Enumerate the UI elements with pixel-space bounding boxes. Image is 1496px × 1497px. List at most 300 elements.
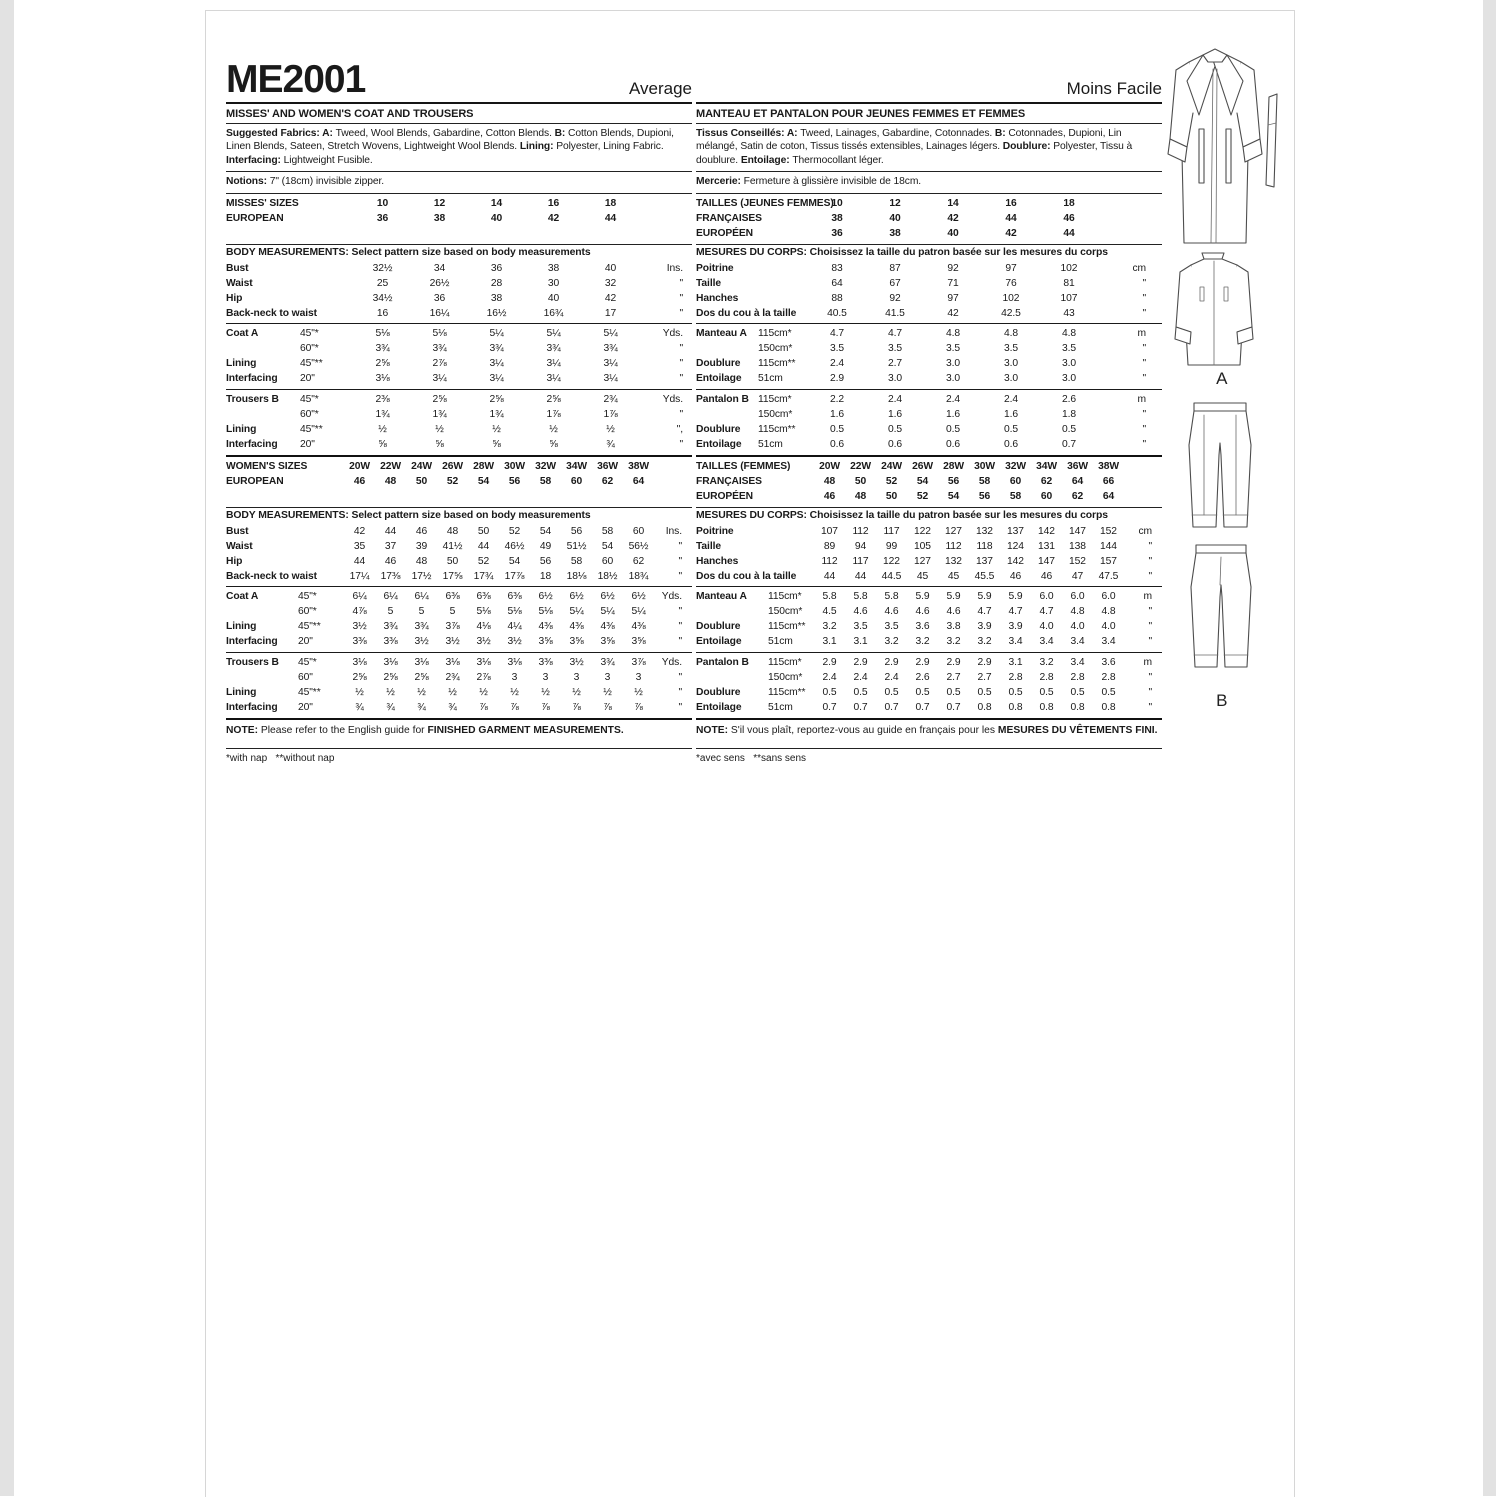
row-label	[226, 604, 298, 619]
unit-label: "	[1142, 307, 1146, 319]
cell-value: 3½	[507, 635, 522, 647]
text-run: Interfacing:	[226, 154, 284, 166]
cell-value: 1.6	[1003, 408, 1018, 420]
unit-label	[1124, 459, 1152, 474]
cell-value: 2.4	[829, 357, 844, 369]
cell-value: 41.5	[885, 307, 905, 319]
cell-value: 127	[945, 525, 962, 537]
table-row	[226, 196, 692, 211]
cell-value: 30	[547, 277, 560, 289]
table-row	[696, 589, 1162, 604]
text-run: Lining:	[519, 141, 557, 153]
cell-value: 26W	[442, 460, 463, 472]
cell-value: 62	[1071, 490, 1084, 502]
cell-value: ¾	[448, 701, 457, 713]
table-row	[696, 619, 1162, 634]
cell-value: 48	[854, 490, 867, 502]
cell-value: 0.5	[884, 686, 899, 698]
cell-value: 3.2	[1039, 656, 1054, 668]
cell-value: 44	[823, 570, 836, 582]
cell-value: 3.9	[1008, 620, 1023, 632]
cell-value: 58	[1009, 490, 1022, 502]
fabric-width	[768, 524, 814, 539]
cell-value: 5.8	[884, 590, 899, 602]
cell-value: 6⅜	[507, 590, 522, 602]
unit-label: "	[678, 620, 682, 632]
cell-value: 40	[947, 227, 959, 239]
fabric-width: 60"*	[300, 342, 319, 354]
cell-value: 4.7	[1039, 605, 1054, 617]
cell-value: 117	[852, 555, 869, 567]
cell-value: 132	[945, 555, 962, 567]
cell-value: 2.8	[1039, 671, 1054, 683]
cell-value: 20W	[349, 460, 370, 472]
table-row	[226, 326, 692, 341]
cell-value: 4.7	[887, 327, 902, 339]
cell-value: 0.5	[915, 686, 930, 698]
cell-value: 46	[353, 475, 366, 487]
title-en: MISSES' AND WOMEN'S COAT AND TROUSERS	[226, 104, 692, 124]
text-run: Cotton Blends, Dupioni, Linen Blends, Sateen, Stretch Wovens, Lightweight Wool Blends.	[226, 128, 674, 153]
cell-value: 36	[433, 292, 446, 304]
cell-value: 60	[570, 475, 583, 487]
cell-value: 142	[1038, 525, 1055, 537]
row-label: Waist	[226, 277, 253, 289]
unit-label: "	[679, 408, 683, 420]
cell-value: ½	[355, 686, 364, 698]
suggested-fabrics-fr	[696, 124, 1162, 172]
cell-value: 2⅝	[375, 357, 390, 369]
cell-value: 22W	[380, 460, 401, 472]
row-label: EUROPEAN	[226, 475, 284, 487]
cell-value: 102	[1060, 262, 1078, 274]
cell-value: 2.2	[829, 393, 844, 405]
fabric-width	[768, 569, 814, 584]
cell-value: 0.7	[1061, 438, 1076, 450]
cell-value: 3¼	[489, 357, 504, 369]
row-label: Taille	[696, 277, 721, 289]
cell-value: 25	[376, 277, 389, 289]
fabric-width: 115cm*	[758, 327, 792, 339]
unit-label: "	[678, 555, 682, 567]
unit-label: Yds.	[662, 327, 683, 339]
cell-value: 42	[353, 525, 366, 537]
cell-value: 26½	[429, 277, 450, 289]
cell-value: 2.4	[1003, 393, 1018, 405]
cell-value: 62	[632, 555, 645, 567]
cell-value: 3.0	[1061, 372, 1076, 384]
cell-value: 12	[889, 197, 901, 209]
row-label	[696, 341, 758, 356]
table-row	[226, 261, 692, 276]
fabric-width: 45"**	[300, 357, 323, 369]
notions-fr	[696, 172, 1162, 193]
row-label: Lining	[226, 620, 257, 632]
cell-value: 3⅜	[538, 656, 553, 668]
cell-value: 34W	[1036, 460, 1057, 472]
english-header	[226, 47, 692, 104]
cell-value: 58	[570, 555, 583, 567]
cell-value: 0.5	[1039, 686, 1054, 698]
cell-value: 46	[384, 555, 397, 567]
unit-label: Ins.	[665, 525, 682, 537]
cell-value: 12	[433, 197, 446, 209]
cell-value: 45.5	[974, 570, 995, 582]
cell-value: ⅝	[378, 438, 387, 450]
row-label: Lining	[226, 423, 257, 435]
cell-value: 18½	[597, 570, 618, 582]
cell-value: 2⅝	[546, 393, 561, 405]
cell-value: ⅝	[492, 438, 501, 450]
table-row	[696, 392, 1162, 407]
cell-value: 3⅝	[600, 635, 615, 647]
cell-value: 3	[511, 671, 518, 683]
fabric-width: 20"	[298, 701, 313, 713]
cell-value: 2.9	[915, 656, 930, 668]
cell-value: 122	[883, 555, 900, 567]
cell-value: 51½	[566, 540, 587, 552]
cell-value: 50	[415, 475, 428, 487]
cell-value: 18⅛	[566, 570, 587, 582]
misses-trousers-yardage-en	[226, 389, 692, 455]
french-column	[696, 47, 1162, 764]
unit-label: "	[679, 307, 683, 319]
cell-value: 48	[446, 525, 459, 537]
cell-value: 3.2	[822, 620, 837, 632]
cell-value: 2.9	[822, 656, 837, 668]
table-row	[226, 554, 692, 569]
cell-value: 4.8	[1070, 605, 1085, 617]
cell-value: 5⅛	[476, 605, 491, 617]
cell-value: 58	[978, 475, 991, 487]
table-row	[696, 356, 1162, 371]
row-label	[696, 670, 768, 685]
misses-sizes-table-fr	[696, 194, 1162, 244]
cell-value: 47	[1071, 570, 1084, 582]
cell-value: 0.5	[1003, 423, 1018, 435]
cell-value: 32	[604, 277, 617, 289]
cell-value: 5⅛	[538, 605, 553, 617]
cell-value: 2.6	[1061, 393, 1076, 405]
unit-label	[1124, 474, 1152, 489]
cell-value: 83	[831, 262, 843, 274]
fabric-width: 51cm	[768, 701, 793, 713]
cell-value: 42	[1005, 227, 1017, 239]
text-run: Mercerie:	[696, 176, 744, 188]
table-row	[696, 539, 1162, 554]
cell-value: ½	[541, 686, 550, 698]
fabric-width	[298, 474, 344, 489]
cell-value: 2⅜	[375, 393, 390, 405]
cell-value: 50	[477, 525, 490, 537]
fabric-width	[300, 276, 354, 291]
cell-value: ½	[634, 686, 643, 698]
cell-value: 0.6	[887, 438, 902, 450]
cell-value: 35	[353, 540, 366, 552]
cell-value: 28	[490, 277, 503, 289]
cell-value: 45	[947, 570, 960, 582]
row-label: Lining	[226, 357, 257, 369]
cell-value: 56	[539, 555, 552, 567]
cell-value: 3.2	[977, 635, 992, 647]
unit-label	[1124, 489, 1152, 504]
cell-value: 46	[1009, 570, 1022, 582]
unit-label: Yds.	[661, 656, 682, 668]
table-row	[696, 306, 1162, 321]
cell-value: 44	[1063, 227, 1075, 239]
unit-label: m	[1137, 327, 1146, 339]
cell-value: 60	[1040, 490, 1053, 502]
cell-value: 5¼	[569, 605, 584, 617]
cell-value: 0.5	[887, 423, 902, 435]
cell-value: 52	[446, 475, 459, 487]
fabric-width	[300, 291, 354, 306]
table-row	[696, 276, 1162, 291]
cell-value: 3⅛	[507, 656, 522, 668]
cell-value: 50	[446, 555, 459, 567]
unit-label: "	[678, 671, 682, 683]
cell-value: 2.9	[829, 372, 844, 384]
cell-value: 112	[852, 525, 869, 537]
cell-value: 40	[490, 212, 503, 224]
table-row	[226, 619, 692, 634]
cell-value: 4.8	[1061, 327, 1076, 339]
unit-label: "	[1148, 620, 1152, 632]
text-run: Polyester, Tissu à doublure.	[696, 141, 1133, 166]
cell-value: 3¾	[432, 342, 447, 354]
cell-value: 2⅞	[432, 357, 447, 369]
note-en	[226, 718, 692, 746]
table-row	[696, 655, 1162, 670]
womens-body-table-en	[226, 523, 692, 586]
cell-value: 3⅜	[352, 635, 367, 647]
unit-label: m	[1143, 590, 1152, 602]
cell-value: 56	[978, 490, 991, 502]
cell-value: 17⅞	[504, 570, 525, 582]
french-header	[696, 47, 1162, 104]
cell-value: 3.4	[1070, 635, 1085, 647]
row-label	[226, 670, 298, 685]
text-run: A:	[322, 128, 336, 139]
cell-value: 36	[490, 262, 503, 274]
cell-value: 3½	[445, 635, 460, 647]
difficulty-label-fr: Moins Facile	[1066, 79, 1162, 98]
row-label: FRANÇAISES	[696, 475, 762, 487]
text-run: B:	[994, 128, 1009, 139]
cell-value: 54	[916, 475, 929, 487]
text-run: Lightweight Fusible.	[283, 154, 373, 166]
cell-value: 34	[433, 262, 446, 274]
table-row	[696, 554, 1162, 569]
cell-value: 5.9	[977, 590, 992, 602]
cell-value: 118	[976, 540, 993, 552]
cell-value: 138	[1069, 540, 1086, 552]
unit-label: "	[1142, 342, 1146, 354]
unit-label	[1098, 196, 1146, 211]
cell-value: 1.6	[945, 408, 960, 420]
row-label: Trousers B	[226, 656, 279, 668]
fabric-width	[758, 211, 808, 226]
fabric-width	[768, 474, 814, 489]
cell-value: 2⅝	[414, 671, 429, 683]
coat-illustration	[1158, 35, 1286, 367]
unit-label: "	[1142, 292, 1146, 304]
womens-coat-yardage-fr	[696, 586, 1162, 652]
cell-value: 5	[418, 605, 425, 617]
fabric-width: 115cm**	[768, 620, 806, 632]
cell-value: ¾	[606, 438, 615, 450]
cell-value: 16¾	[543, 307, 564, 319]
cell-value: 0.5	[946, 686, 961, 698]
text-run: Thermocollant léger.	[792, 154, 884, 166]
text-run: Suggested Fabrics:	[226, 128, 323, 139]
cell-value: 6½	[538, 590, 553, 602]
view-b-label: B	[1216, 691, 1228, 710]
unit-label: ",	[676, 423, 683, 435]
unit-label: "	[1142, 408, 1146, 420]
unit-label: "	[1142, 277, 1146, 289]
fabric-width: 115cm**	[758, 357, 796, 369]
fabric-width	[758, 226, 808, 241]
fabric-width	[298, 459, 344, 474]
cell-value: 3.0	[945, 372, 960, 384]
cell-value: 0.5	[1101, 686, 1116, 698]
cell-value: 38W	[1098, 460, 1119, 472]
cell-value: 39	[415, 540, 428, 552]
unit-label: "	[678, 570, 682, 582]
cell-value: 0.7	[915, 701, 930, 713]
cell-value: 1¾	[489, 408, 504, 420]
cell-value: 3	[542, 671, 549, 683]
row-label: Entoilage	[696, 438, 742, 450]
cell-value: ½	[479, 686, 488, 698]
table-row	[226, 392, 692, 407]
cell-value: 4.0	[1101, 620, 1116, 632]
cell-value: 0.5	[1008, 686, 1023, 698]
unit-label: Yds.	[661, 590, 682, 602]
cell-value: 46½	[504, 540, 525, 552]
cell-value: 45	[916, 570, 929, 582]
fabric-width	[300, 306, 354, 321]
cell-value: 3.0	[945, 357, 960, 369]
unit-label: "	[678, 701, 682, 713]
cell-value: 122	[914, 525, 931, 537]
misses-body-section-en	[226, 244, 692, 323]
row-label: Entoilage	[696, 635, 742, 647]
cell-value: 4⅞	[352, 605, 367, 617]
cell-value: ½	[549, 423, 558, 435]
cell-value: ½	[378, 423, 387, 435]
womens-body-section-en	[226, 507, 692, 586]
cell-value: 3.5	[1061, 342, 1076, 354]
fabric-width	[758, 196, 808, 211]
cell-value: 0.7	[853, 701, 868, 713]
cell-value: 5¼	[631, 605, 646, 617]
cell-value: 4.6	[915, 605, 930, 617]
cell-value: 97	[947, 292, 959, 304]
coat-belt-drawing	[1266, 94, 1277, 187]
cell-value: 3.2	[915, 635, 930, 647]
cell-value: 3¾	[546, 342, 561, 354]
cell-value: 4⅛	[476, 620, 491, 632]
cell-value: 2⅝	[432, 393, 447, 405]
text-run: Tweed, Wool Blends, Gabardine, Cotton Blends.	[335, 128, 555, 139]
fabric-width: 115cm**	[768, 686, 806, 698]
cell-value: 18	[539, 570, 552, 582]
cell-value: 5¼	[546, 327, 561, 339]
cell-value: 0.6	[829, 438, 844, 450]
cell-value: 50	[885, 490, 898, 502]
cell-value: 4.0	[1070, 620, 1085, 632]
text-run: 7" (18cm) invisible zipper.	[269, 176, 384, 188]
row-label: Doublure	[696, 620, 741, 632]
cell-value: 3½	[414, 635, 429, 647]
cell-value: 40.5	[827, 307, 847, 319]
cell-value: 32W	[535, 460, 556, 472]
cell-value: 1⅞	[603, 408, 618, 420]
cell-value: 1.6	[829, 408, 844, 420]
cell-value: 2.7	[946, 671, 961, 683]
row-label	[226, 407, 300, 422]
unit-label: m	[1137, 393, 1146, 405]
cell-value: 17⅜	[380, 570, 401, 582]
table-row	[226, 569, 692, 584]
unit-label: "	[679, 438, 683, 450]
cell-value: 2¾	[445, 671, 460, 683]
row-label: Bust	[226, 525, 249, 537]
unit-label: "	[1142, 357, 1146, 369]
cell-value: ½	[386, 686, 395, 698]
unit-label: "	[678, 635, 682, 647]
cell-value: 2⅝	[352, 671, 367, 683]
cell-value: 44	[477, 540, 490, 552]
cell-value: 54	[477, 475, 490, 487]
cell-value: 3	[635, 671, 642, 683]
cell-value: 20W	[819, 460, 840, 472]
cell-value: 1⅞	[546, 408, 561, 420]
fabric-width: 51cm	[758, 372, 783, 384]
cell-value: 5.9	[915, 590, 930, 602]
cell-value: 44	[384, 525, 397, 537]
table-row	[226, 371, 692, 386]
cell-value: 3	[604, 671, 611, 683]
unit-label: "	[1148, 555, 1152, 567]
misses-body-section-fr	[696, 244, 1162, 323]
cell-value: 54	[601, 540, 614, 552]
fabric-width: 150cm*	[758, 342, 793, 354]
cell-value: 40	[889, 212, 901, 224]
cell-value: 0.6	[1003, 438, 1018, 450]
row-label: FRANÇAISES	[696, 212, 762, 224]
row-label: Dos du cou à la taille	[696, 307, 797, 319]
misses-coat-yardage-en	[226, 323, 692, 389]
row-label: Coat A	[226, 590, 259, 602]
cell-value: 3.0	[1061, 357, 1076, 369]
table-row	[226, 539, 692, 554]
row-label: EUROPEAN	[226, 212, 284, 224]
cell-value: 6.0	[1039, 590, 1054, 602]
text-run: FINISHED GARMENT MEASUREMENTS.	[427, 724, 624, 736]
unit-label: "	[1142, 438, 1146, 450]
cell-value: 4.6	[884, 605, 899, 617]
cell-value: ⅝	[549, 438, 558, 450]
table-row	[696, 604, 1162, 619]
cell-value: 71	[947, 277, 959, 289]
misses-coat-yardage-fr	[696, 323, 1162, 389]
cell-value: 30W	[504, 460, 525, 472]
cell-value: 2.6	[915, 671, 930, 683]
row-label: Coat A	[226, 327, 259, 339]
